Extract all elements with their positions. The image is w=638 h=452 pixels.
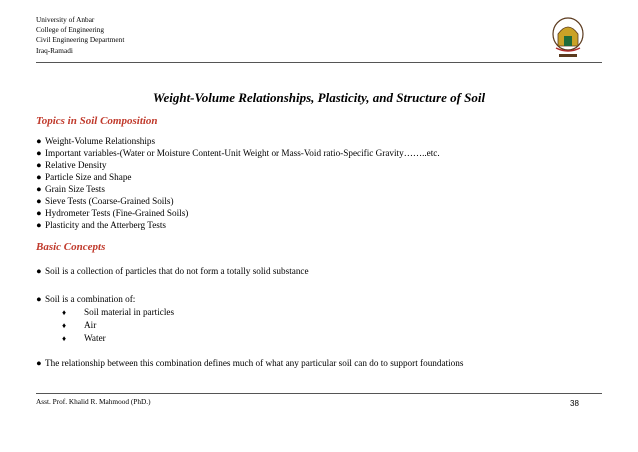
bullet-icon: ● (36, 184, 42, 194)
institution-line: Iraq-Ramadi (36, 45, 73, 55)
footer-author: Asst. Prof. Khalid R. Mahmood (PhD.) (36, 397, 151, 406)
page-title: Weight-Volume Relationships, Plasticity, and Structure of Soil (152, 90, 486, 105)
topic-text: Weight-Volume Relationships (45, 136, 156, 146)
concept-text: Soil is a collection of particles that do not form a totally solid substance (45, 266, 309, 276)
institution-line: Civil Engineering Department (36, 35, 125, 45)
diamond-icon: ♦ (62, 308, 67, 317)
component-text: Soil material in particles (84, 307, 175, 317)
topic-item (36, 148, 440, 159)
topic-text: Particle Size and Shape (45, 172, 132, 182)
footer-divider (36, 393, 602, 394)
concept-point (36, 358, 463, 369)
diamond-icon: ♦ (62, 334, 67, 343)
topic-item (36, 172, 132, 183)
topic-text: Important variables-(Water or Moisture Content-Unit Weight or Mass-Void ratio-Specific Gravity……..etc. (45, 148, 440, 158)
topic-item (36, 184, 105, 195)
bullet-icon: ● (36, 266, 42, 276)
topic-text: Sieve Tests (Coarse-Grained Soils) (45, 196, 174, 206)
topic-text: Relative Density (45, 160, 107, 170)
bullet-icon: ● (36, 196, 42, 206)
institution-header (36, 15, 124, 56)
topic-item (36, 160, 107, 171)
bullet-icon: ● (36, 358, 42, 368)
component-item (62, 307, 174, 318)
topic-text: Grain Size Tests (45, 184, 105, 194)
institution-line: College of Engineering (36, 25, 105, 35)
bullet-icon: ● (36, 172, 42, 182)
page-number: 38 (570, 399, 579, 408)
basic-concepts-heading: Basic Concepts (36, 241, 106, 253)
component-item (62, 333, 106, 344)
header-divider (36, 62, 602, 63)
bullet-icon: ● (36, 160, 42, 170)
component-text: Water (84, 333, 106, 343)
topic-item (36, 196, 174, 207)
concept-point (36, 294, 135, 305)
topic-item (36, 208, 188, 219)
bullet-icon: ● (36, 136, 42, 146)
topic-item (36, 136, 155, 147)
component-text: Air (84, 320, 97, 330)
topic-item (36, 220, 166, 231)
topics-heading: Topics in Soil Composition (36, 115, 158, 127)
bullet-icon: ● (36, 294, 42, 304)
university-seal-icon (550, 16, 586, 60)
concept-point (36, 266, 309, 277)
concept-text: Soil is a combination of: (45, 294, 136, 304)
topic-text: Hydrometer Tests (Fine-Grained Soils) (45, 208, 189, 218)
bullet-icon: ● (36, 220, 42, 230)
topic-text: Plasticity and the Atterberg Tests (45, 220, 166, 230)
component-item (62, 320, 96, 331)
diamond-icon: ♦ (62, 321, 67, 330)
bullet-icon: ● (36, 208, 42, 218)
bullet-icon: ● (36, 148, 42, 158)
institution-line: University of Anbar (36, 15, 95, 24)
concept-text: The relationship between this combination defines much of what any particular soil can do to support foundations (45, 358, 464, 368)
